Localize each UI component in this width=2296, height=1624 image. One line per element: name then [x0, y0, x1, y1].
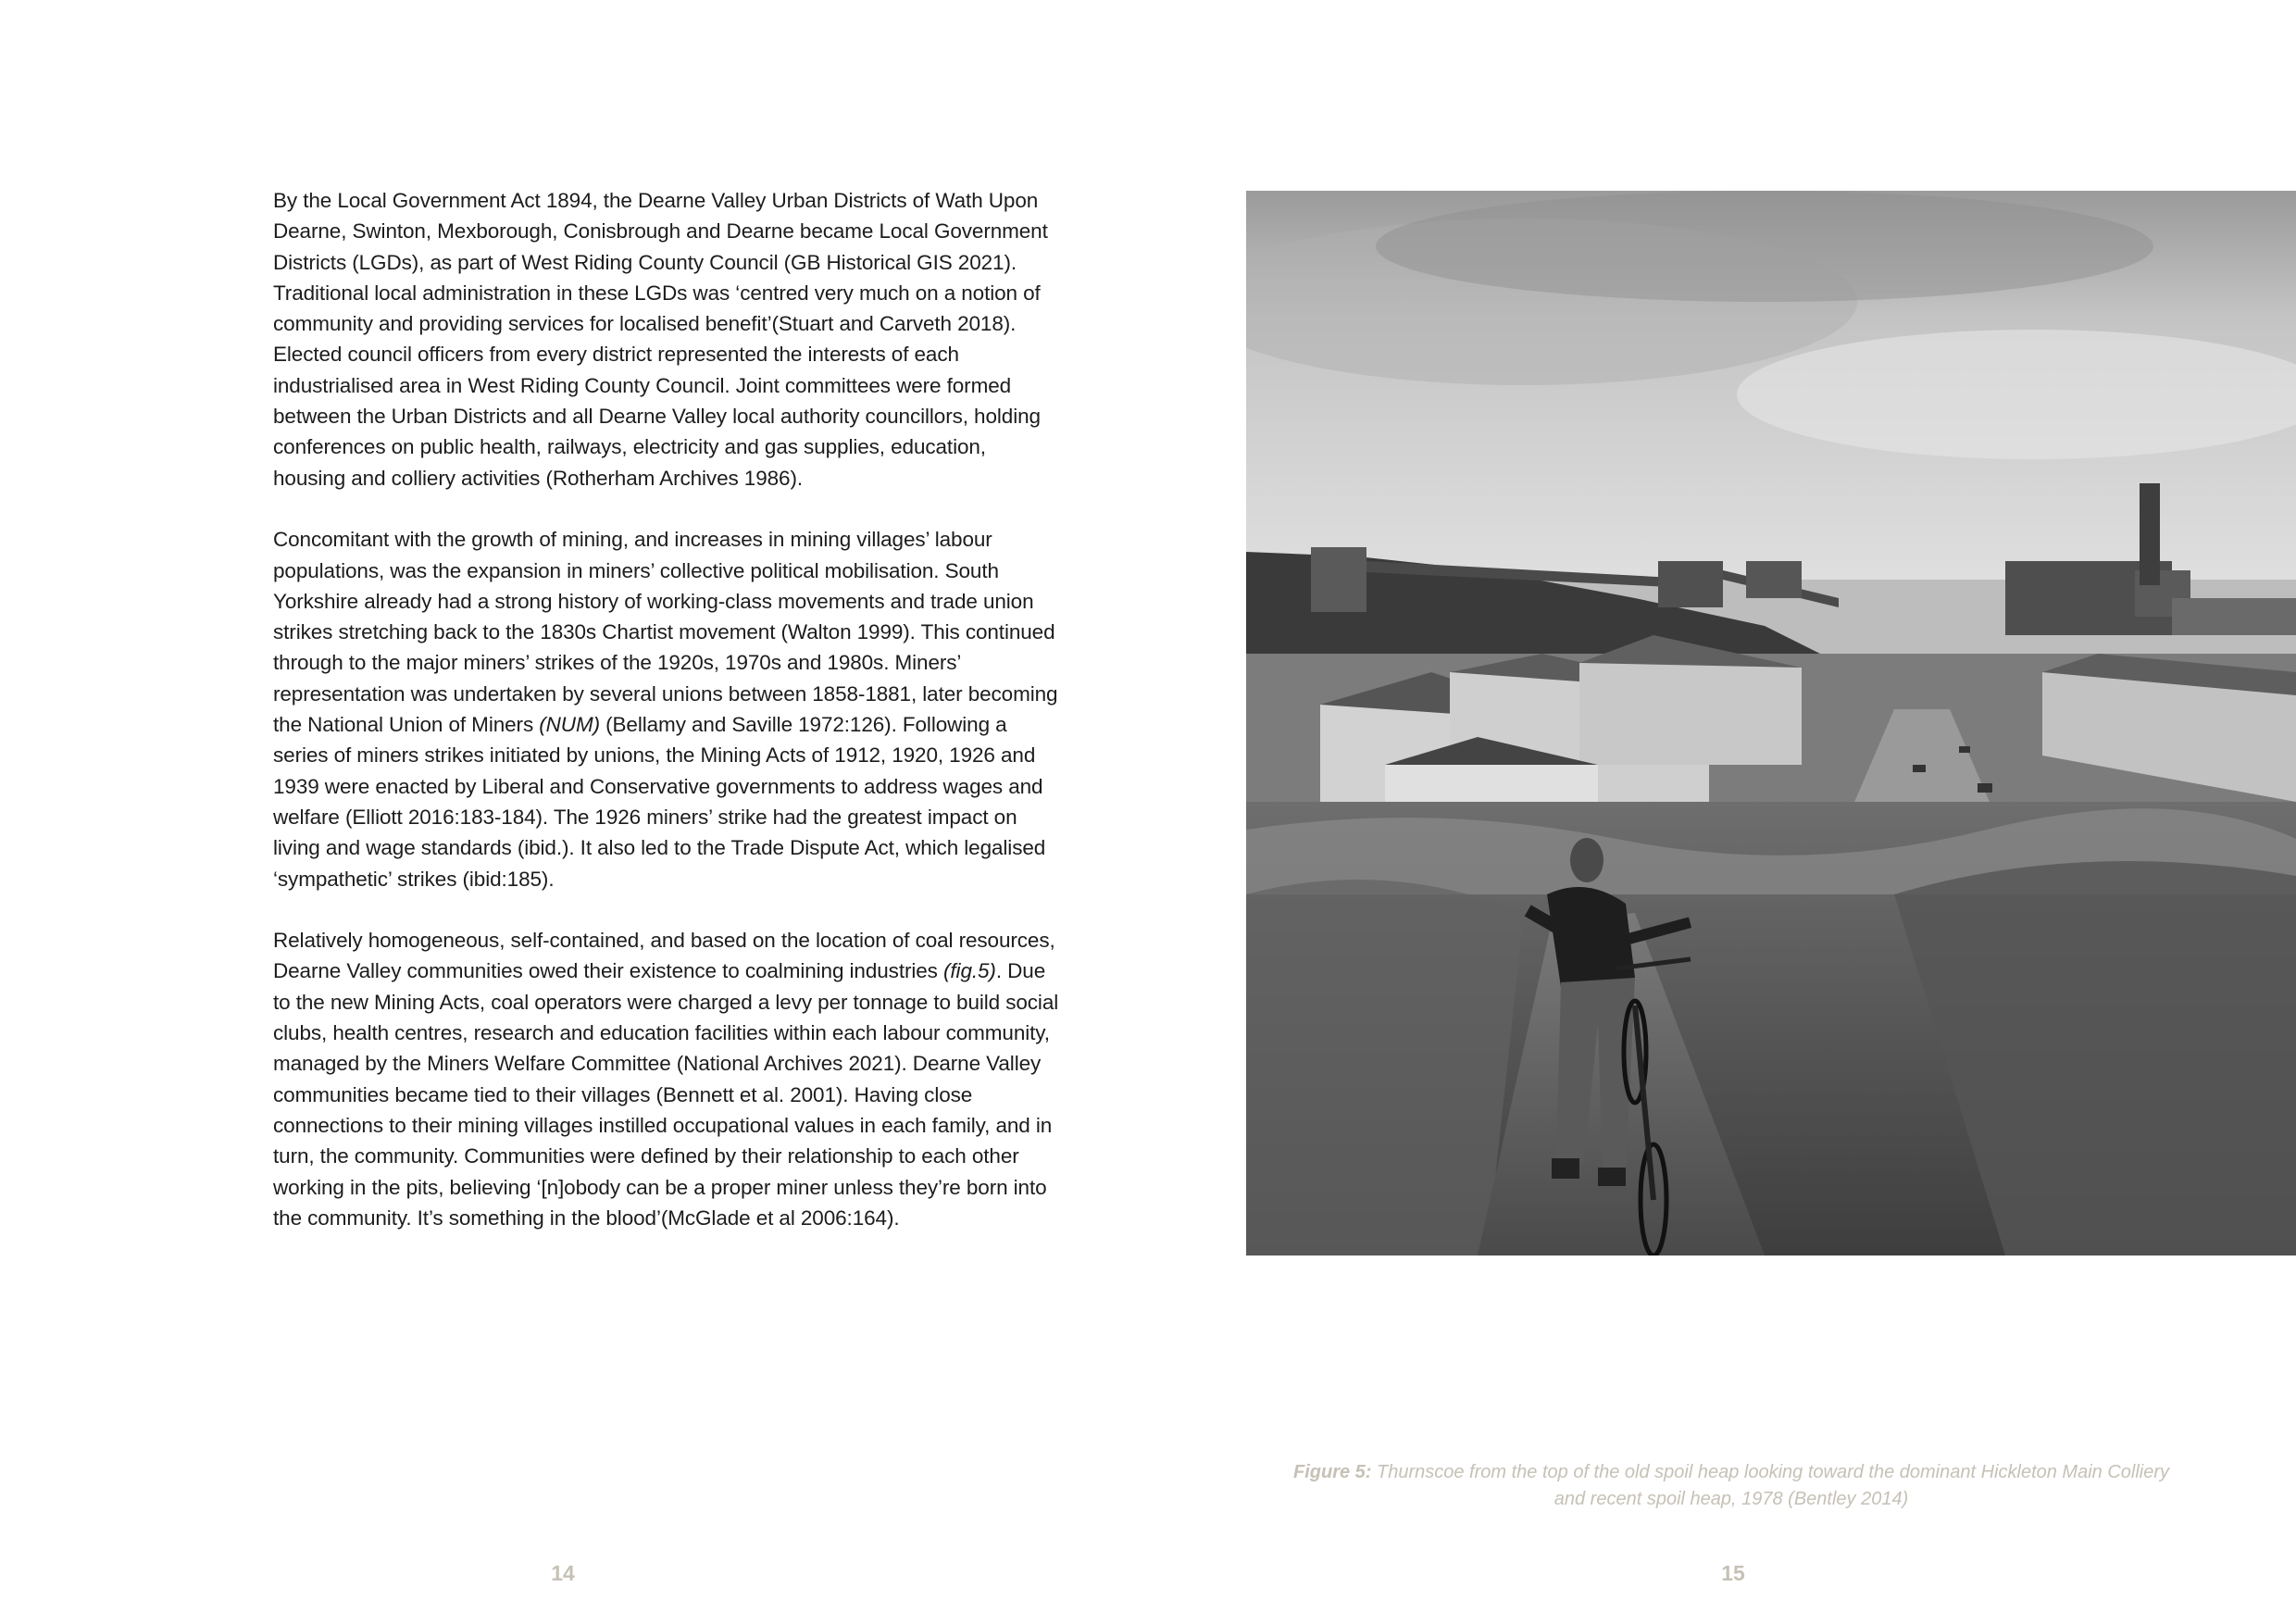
- figure-reference: (fig.5): [943, 959, 996, 983]
- paragraph-text: By the Local Government Act 1894, the Dearne Valley Urban Districts of Wath Upon Dearne, Swinton, Mexborough, Conisbrough and Dearne became Local Government Districts (LGDs), as part of West Riding County Council (GB Historical GIS 2021). Traditional local administration in these LGDs was ‘centred very much on a notion of community and providing services for localised benefit’(Stuart and Carveth 2018). Elected council officers from every district represented the interests of each industrialised area in West Riding County Council. Joint committees were formed between the Urban Districts and all Dearne Valley local authority councillors, holding conferences on public health, railways, electricity and gas supplies, education, housing and colliery activities (Rotherham Archives 1986).: [273, 189, 1048, 490]
- paragraph-text: Relatively homogeneous, self-contained, and based on the location of coal resources, Dearne Valley communities owed their existence to coalmining industries: [273, 929, 1055, 983]
- figure-5-photo: [1246, 191, 2296, 1255]
- num-abbreviation: (NUM): [539, 713, 600, 737]
- page-number-left: 14: [551, 1561, 575, 1585]
- paragraph-2: [273, 524, 1060, 894]
- paragraph-text: Concomitant with the growth of mining, and increases in mining villages’ labour populations, was the expansion in miners’ collective political mobilisation. South Yorkshire already had a strong history of working-class movements and trade union strikes stretching back to the 1830s Chartist movement (Walton 1999). This continued through to the major miners’ strikes of the 1920s, 1970s and 1980s. Miners’ representation was undertaken by several unions between 1858-1881, later becoming the National Union of Miners: [273, 528, 1058, 737]
- paragraph-text: (Bellamy and Saville 1972:126). Following a series of miners strikes initiated by unions, the Mining Acts of 1912, 1920, 1926 and 1939 were enacted by Liberal and Conservative governments to address wages and welfare (Elliott 2016:183-184). The 1926 miners’ strike had the greatest impact on living and wage standards (ibid.). It also led to the Trade Dispute Act, which legalised ‘sympathetic’ strikes (ibid:185).: [273, 713, 1046, 891]
- paragraph-text: . Due to the new Mining Acts, coal operators were charged a levy per tonnage to build social clubs, health centres, research and education facilities within each labour community, managed by the Miners Welfare Committee (National Archives 2021). Dearne Valley communities became tied to their villages (Bennett et al. 2001). Having close connections to their mining villages instilled occupational values in each family, and in turn, the community. Communities were defined by their relationship to each other working in the pits, believing ‘[n]obody can be a proper miner unless they’re born into the community. It’s something in the blood’(McGlade et al 2006:164).: [273, 959, 1059, 1230]
- figure-caption: [1204, 1459, 2259, 1513]
- caption-line-1: [1204, 1459, 2259, 1486]
- paragraph-1: [273, 185, 1060, 493]
- caption-text: Thurnscoe from the top of the old spoil heap looking toward the dominant Hickleton Main Colliery: [1371, 1462, 2170, 1482]
- page-number-right: 15: [1721, 1561, 1745, 1585]
- photo-illustration: [1246, 191, 2296, 1255]
- figure-label: Figure 5:: [1292, 1462, 1372, 1482]
- paragraph-3: [273, 925, 1060, 1233]
- body-text: [273, 185, 1060, 1264]
- caption-line-2: and recent spoil heap, 1978 (Bentley 2014): [1554, 1489, 1909, 1509]
